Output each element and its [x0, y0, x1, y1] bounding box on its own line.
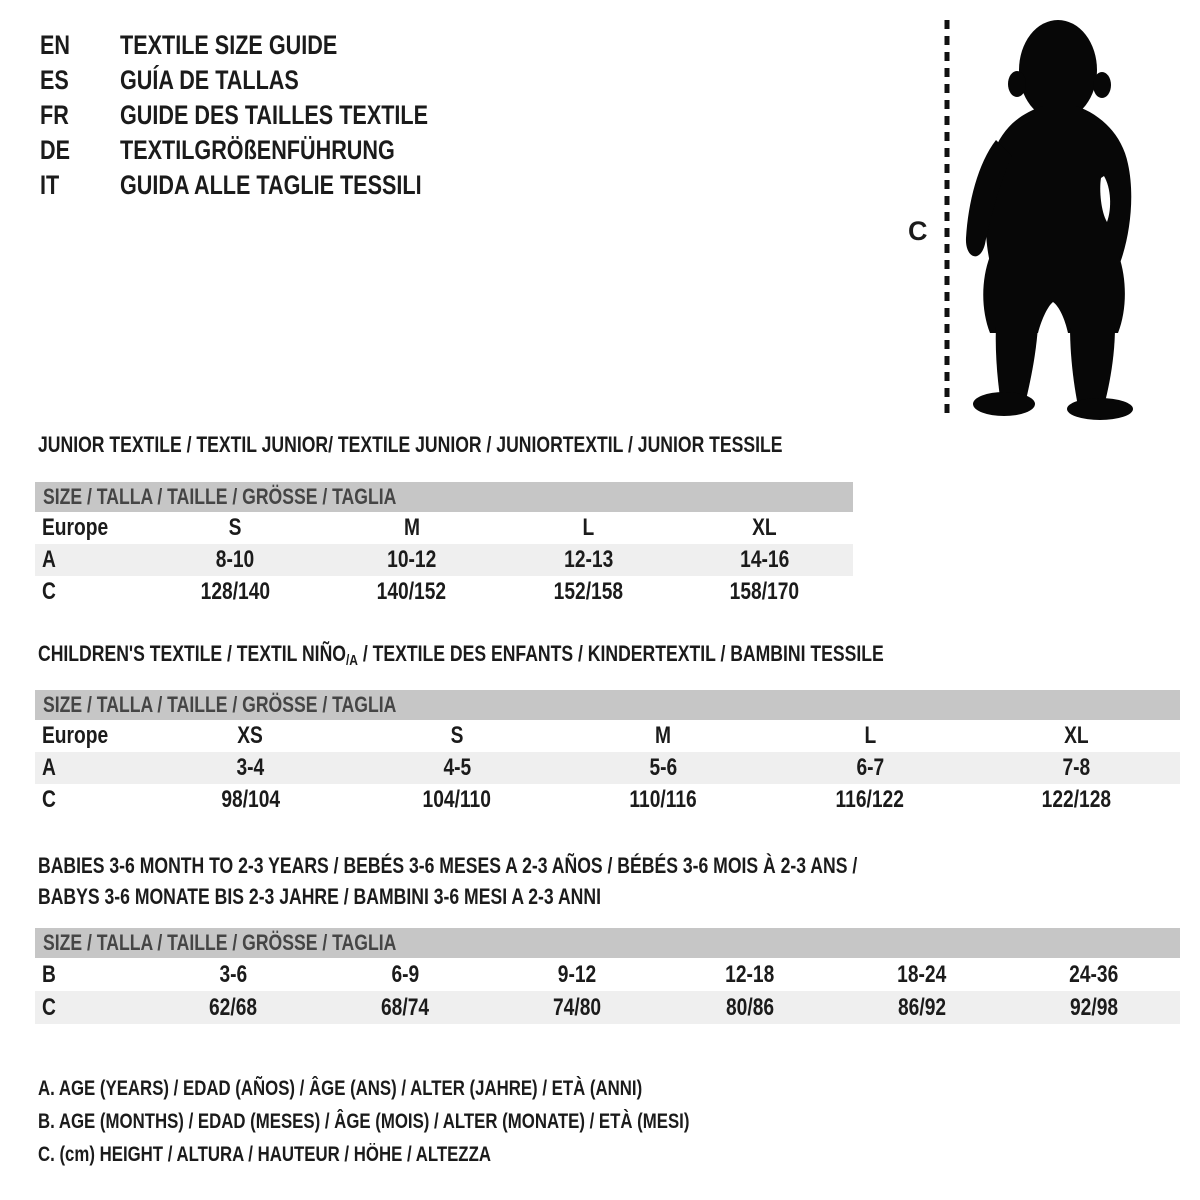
language-title: GUÍA DE TALLAS	[120, 65, 299, 95]
row-label-cell: Europe	[42, 722, 109, 749]
list-item	[40, 133, 505, 168]
size-header-bar: SIZE / TALLA / TAILLE / GRÖSSE / TAGLIA	[35, 928, 1180, 958]
children-size-table	[35, 690, 1180, 816]
size-cell: 3-4	[236, 754, 265, 781]
size-cell: S	[450, 722, 464, 749]
language-title: TEXTILGRÖßENFÜHRUNG	[120, 135, 395, 165]
size-cell: 128/140	[200, 578, 270, 605]
row-label-cell: C	[42, 786, 56, 813]
legend-line-a: A. AGE (YEARS) / EDAD (AÑOS) / ÂGE (ANS) / ALTER (JAHRE) / ETÀ (ANNI)	[38, 1077, 643, 1100]
size-cell: 98/104	[220, 786, 280, 813]
language-code: EN	[40, 30, 71, 60]
size-cell: 18-24	[897, 961, 947, 988]
language-title: GUIDA ALLE TAGLIE TESSILI	[120, 170, 422, 200]
size-cell: XL	[1064, 722, 1089, 749]
size-cell: 74/80	[553, 994, 602, 1021]
size-cell: 3-6	[219, 961, 247, 988]
size-cell: 9-12	[558, 961, 597, 988]
size-cell: M	[403, 514, 420, 541]
row-label-cell: C	[42, 578, 56, 605]
size-cell: 152/158	[553, 578, 623, 605]
row-label-cell: B	[42, 961, 56, 988]
list-item	[40, 28, 505, 63]
babies-size-table	[35, 928, 1180, 1024]
size-cell: M	[655, 722, 672, 749]
table-row	[35, 958, 1180, 991]
size-cell: 110/116	[629, 786, 698, 813]
measure-legend	[38, 1072, 852, 1171]
size-cell: 4-5	[443, 754, 471, 781]
children-section-title: CHILDREN'S TEXTILE / TEXTIL $NIÑO_{/A}$ / TEXTILE DES ENFANTS / KINDERTEXTIL / BAMBINI TESSILE	[38, 641, 884, 669]
table-row	[35, 720, 1180, 752]
size-cell: 10-12	[387, 546, 437, 573]
table-row	[35, 544, 853, 576]
size-header-bar: SIZE / TALLA / TAILLE / GRÖSSE / TAGLIA	[35, 482, 853, 512]
size-cell: 7-8	[1062, 754, 1091, 781]
size-cell: 104/110	[422, 786, 492, 813]
language-code: DE	[40, 135, 71, 165]
language-list	[40, 28, 505, 203]
table-row	[35, 991, 1180, 1024]
size-cell: 116/122	[835, 786, 905, 813]
size-cell: 8-10	[216, 546, 255, 573]
size-cell: L	[864, 722, 876, 749]
size-cell: 140/152	[377, 578, 447, 605]
size-cell: 12-18	[725, 961, 775, 988]
size-cell: 24-36	[1069, 961, 1119, 988]
language-title: TEXTILE SIZE GUIDE	[120, 30, 338, 60]
height-measure-dashed-line	[944, 18, 950, 417]
row-label-cell: C	[42, 994, 56, 1021]
size-cell: 6-9	[391, 961, 420, 988]
table-row	[35, 576, 853, 608]
size-cell: XL	[752, 514, 778, 541]
table-row	[35, 512, 853, 544]
size-cell: 5-6	[649, 754, 678, 781]
size-cell: 68/74	[381, 994, 430, 1021]
size-cell: 12-13	[563, 546, 613, 573]
legend-line-b: B. AGE (MONTHS) / EDAD (MESES) / ÂGE (MOIS) / ALTER (MONATE) / ETÀ (MESI)	[38, 1110, 690, 1133]
table-row	[35, 752, 1180, 784]
language-code: ES	[40, 65, 69, 95]
list-item	[40, 168, 505, 203]
language-code: FR	[40, 100, 69, 130]
size-cell: XS	[237, 722, 264, 749]
size-cell: S	[228, 514, 242, 541]
language-title: GUIDE DES TAILLES TEXTILE	[120, 100, 429, 130]
baby-silhouette-icon	[958, 8, 1146, 423]
list-item	[40, 63, 505, 98]
size-cell: 80/86	[725, 994, 774, 1021]
size-cell: 86/92	[897, 994, 946, 1021]
size-cell: 158/170	[730, 578, 800, 605]
size-cell: 14-16	[740, 546, 790, 573]
junior-size-table	[35, 482, 853, 608]
language-code: IT	[40, 170, 60, 200]
measure-label-c: C	[908, 216, 928, 246]
babies-section-title: BABIES 3-6 MONTH TO 2-3 YEARS / BEBÉS 3-6 MESES A 2-3 AÑOS / BÉBÉS 3-6 MOIS À 2-3 ANS / BABYS 3-6 MONATE BIS 2-3 JAHRE / BAMBINI 3-6 MESI A 2-3 ANNI	[38, 853, 858, 909]
row-label-cell: Europe	[42, 514, 109, 541]
size-cell: 122/128	[1041, 786, 1112, 813]
row-label-cell: A	[42, 546, 56, 573]
size-cell: L	[582, 514, 595, 541]
size-header-bar: SIZE / TALLA / TAILLE / GRÖSSE / TAGLIA	[35, 690, 1180, 720]
size-cell: 92/98	[1069, 994, 1118, 1021]
table-row	[35, 784, 1180, 816]
list-item	[40, 98, 505, 133]
legend-line-c: C. (cm) HEIGHT / ALTURA / HAUTEUR / HÖHE / ALTEZZA	[38, 1143, 491, 1166]
row-label-cell: A	[42, 754, 56, 781]
size-cell: 62/68	[209, 994, 258, 1021]
size-cell: 6-7	[856, 754, 884, 781]
junior-section-title: JUNIOR TEXTILE / TEXTIL JUNIOR/ TEXTILE JUNIOR / JUNIORTEXTIL / JUNIOR TESSILE	[38, 432, 783, 457]
